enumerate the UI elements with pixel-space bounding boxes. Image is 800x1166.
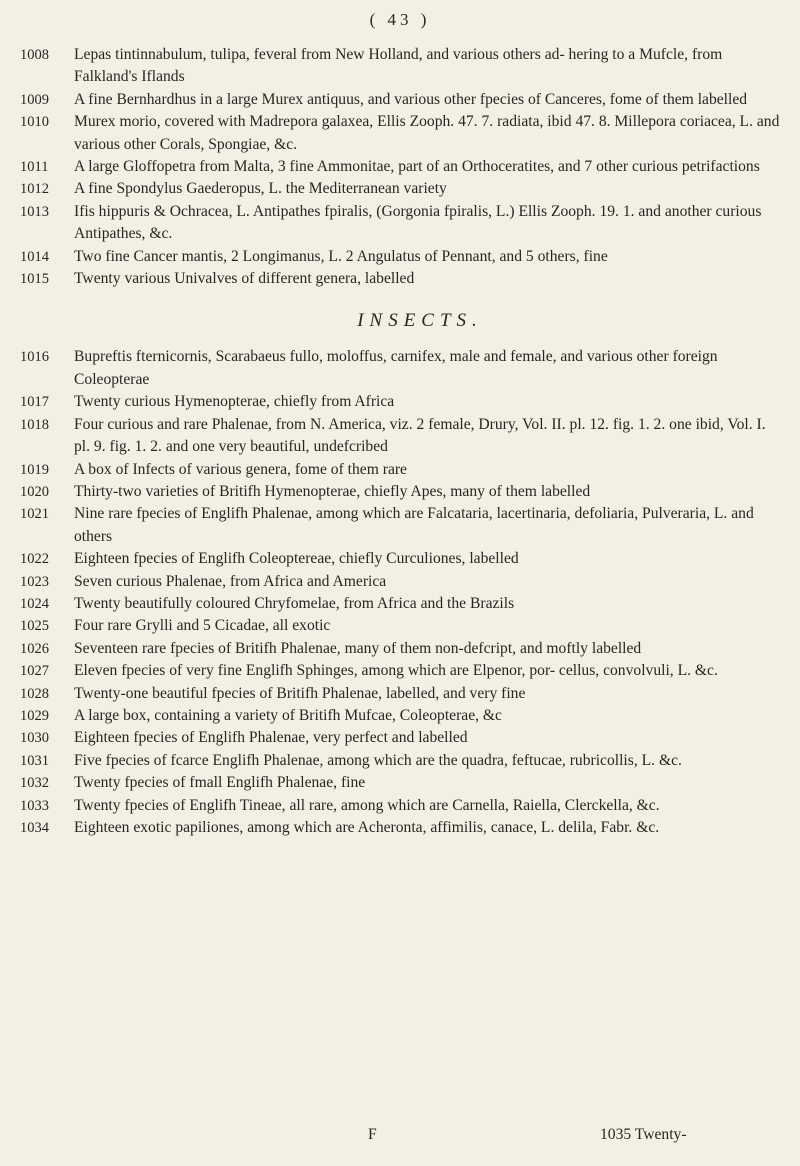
lot-number: 1032 — [20, 775, 49, 792]
page-number: ( 43 ) — [369, 10, 431, 29]
lot-description: Nine rare fpecies of Englifh Phalenae, among which are Falcataria, lacertinaria, defoliaria, Pulveraria, L. and others — [74, 505, 754, 545]
lot-number: 1008 — [20, 47, 49, 63]
lot-entry — [20, 156, 780, 178]
lot-number: 1017 — [20, 394, 49, 411]
catchword: 1035 Twenty- — [600, 1126, 687, 1143]
lot-description: Lepas tintinnabulum, tulipa, feveral from New Holland, and various others ad- hering to a Mufcle, from Falkland's Iflands — [74, 46, 723, 86]
lot-number: 1019 — [20, 461, 49, 478]
lot-number: 1021 — [20, 506, 49, 523]
lot-entry — [20, 268, 780, 290]
lot-entry — [20, 246, 780, 268]
lot-entry — [20, 459, 780, 481]
lot-number: 1014 — [20, 248, 49, 265]
lot-description: Seventeen rare fpecies of Britifh Phalenae, many of them non-defcript, and moftly labelled — [74, 639, 642, 657]
lot-number: 1009 — [20, 91, 49, 108]
lot-description: Twenty-one beautiful fpecies of Britifh Phalenae, labelled, and very fine — [74, 684, 526, 702]
lot-entry — [20, 772, 780, 794]
shells-lots — [20, 44, 780, 290]
lot-number: 1018 — [20, 416, 49, 433]
lot-number: 1020 — [20, 483, 49, 500]
lot-description: Seven curious Phalenae, from Africa and America — [74, 572, 387, 590]
lot-number: 1028 — [20, 685, 49, 702]
lot-entry — [20, 817, 780, 839]
lot-description: Five fpecies of fcarce Englifh Phalenae, among which are the quadra, feftucae, rubricollis, L. &c. — [74, 751, 682, 769]
lot-number: 1010 — [20, 114, 49, 131]
lot-description: A fine Bernhardhus in a large Murex antiquus, and various other fpecies of Canceres, fome of them labelled — [74, 90, 748, 108]
lot-entry — [20, 44, 780, 89]
lot-description: A box of Infects of various genera, fome of them rare — [74, 460, 407, 478]
lot-list — [20, 44, 780, 839]
lot-number: 1012 — [20, 181, 49, 198]
lot-number: 1027 — [20, 663, 49, 680]
insects-lots — [20, 346, 780, 839]
lot-number: 1030 — [20, 730, 49, 747]
lot-description: Eighteen exotic papiliones, among which are Acheronta, affimilis, canace, L. delila, Fabr. &c. — [74, 819, 660, 836]
lot-number: 1011 — [20, 159, 49, 176]
lot-description: Ifis hippuris & Ochracea, L. Antipathes fpiralis, (Gorgonia fpiralis, L.) Ellis Zooph. 19. 1. and another curious Antipathes, &c. — [74, 202, 762, 243]
lot-number: 1034 — [20, 820, 49, 836]
lot-number: 1016 — [20, 349, 49, 366]
lot-entry — [20, 503, 780, 548]
lot-entry — [20, 593, 780, 615]
lot-entry — [20, 705, 780, 727]
lot-entry — [20, 638, 780, 660]
lot-description: Four curious and rare Phalenae, from N. America, viz. 2 female, Drury, Vol. II. pl. 12. fig. 1. 2. one ibid, Vol. I. pl. 9. fig. 1. 2. and one very beautiful, undefcribed — [74, 415, 766, 456]
lot-description: Twenty beautifully coloured Chryfomelae, from Africa and the Brazils — [74, 594, 515, 612]
lot-number: 1025 — [20, 618, 49, 635]
lot-entry — [20, 795, 780, 817]
lot-entry — [20, 111, 780, 156]
lot-description: Twenty curious Hymenopterae, chiefly from Africa — [74, 393, 395, 411]
lot-entry — [20, 571, 780, 593]
lot-entry — [20, 660, 780, 682]
lot-number: 1013 — [20, 203, 49, 220]
lot-description: Eighteen fpecies of Englifh Phalenae, very perfect and labelled — [74, 729, 468, 747]
lot-entry — [20, 346, 780, 391]
lot-number: 1029 — [20, 707, 49, 724]
lot-description: Four rare Grylli and 5 Cicadae, all exotic — [74, 617, 331, 635]
lot-description: Two fine Cancer mantis, 2 Longimanus, L. 2 Angulatus of Pennant, and 5 others, fine — [74, 247, 608, 265]
lot-entry — [20, 727, 780, 749]
lot-description: Bupreftis fternicornis, Scarabaeus fullo, moloffus, carnifex, male and female, and various other foreign Coleopterae — [74, 348, 718, 388]
lot-entry — [20, 750, 780, 772]
lot-number: 1015 — [20, 271, 49, 288]
lot-number: 1026 — [20, 640, 49, 657]
lot-number: 1024 — [20, 595, 49, 612]
lot-description: Eighteen fpecies of Englifh Coleoptereae, chiefly Curculiones, labelled — [74, 550, 519, 568]
lot-number: 1023 — [20, 573, 49, 590]
signature-mark: F — [368, 1126, 377, 1143]
lot-entry — [20, 414, 780, 459]
lot-entry — [20, 89, 780, 111]
lot-entry — [20, 201, 780, 246]
lot-description: Twenty various Univalves of different genera, labelled — [74, 270, 415, 288]
lot-entry — [20, 391, 780, 413]
lot-description: Murex morio, covered with Madrepora galaxea, Ellis Zooph. 47. 7. radiata, ibid 47. 8. Millepora coriacea, L. and various other Corals, Spongiae, &c. — [74, 113, 780, 153]
lot-number: 1022 — [20, 551, 49, 568]
section-heading: INSECTS. — [357, 310, 483, 332]
lot-number: 1031 — [20, 752, 49, 769]
lot-entry — [20, 683, 780, 705]
lot-number: 1033 — [20, 797, 49, 814]
lot-description: Thirty-two varieties of Britifh Hymenopterae, chiefly Apes, many of them labelled — [74, 482, 591, 500]
lot-entry — [20, 548, 780, 570]
lot-description: Twenty fpecies of fmall Englifh Phalenae, fine — [74, 774, 366, 792]
lot-entry — [20, 178, 780, 200]
lot-entry — [20, 481, 780, 503]
lot-description: A fine Spondylus Gaederopus, L. the Mediterranean variety — [74, 180, 447, 198]
lot-description: A large box, containing a variety of Britifh Mufcae, Coleopterae, &c — [74, 706, 502, 724]
lot-description: Eleven fpecies of very fine Englifh Sphinges, among which are Elpenor, por- cellus, convolvuli, L. &c. — [74, 662, 718, 680]
lot-description: Twenty fpecies of Englifh Tineae, all rare, among which are Carnella, Raiella, Clerckella, &c. — [74, 796, 660, 814]
lot-description: A large Gloffopetra from Malta, 3 fine Ammonitae, part of an Orthoceratites, and 7 other curious petrifactions — [74, 158, 760, 176]
lot-entry — [20, 615, 780, 637]
